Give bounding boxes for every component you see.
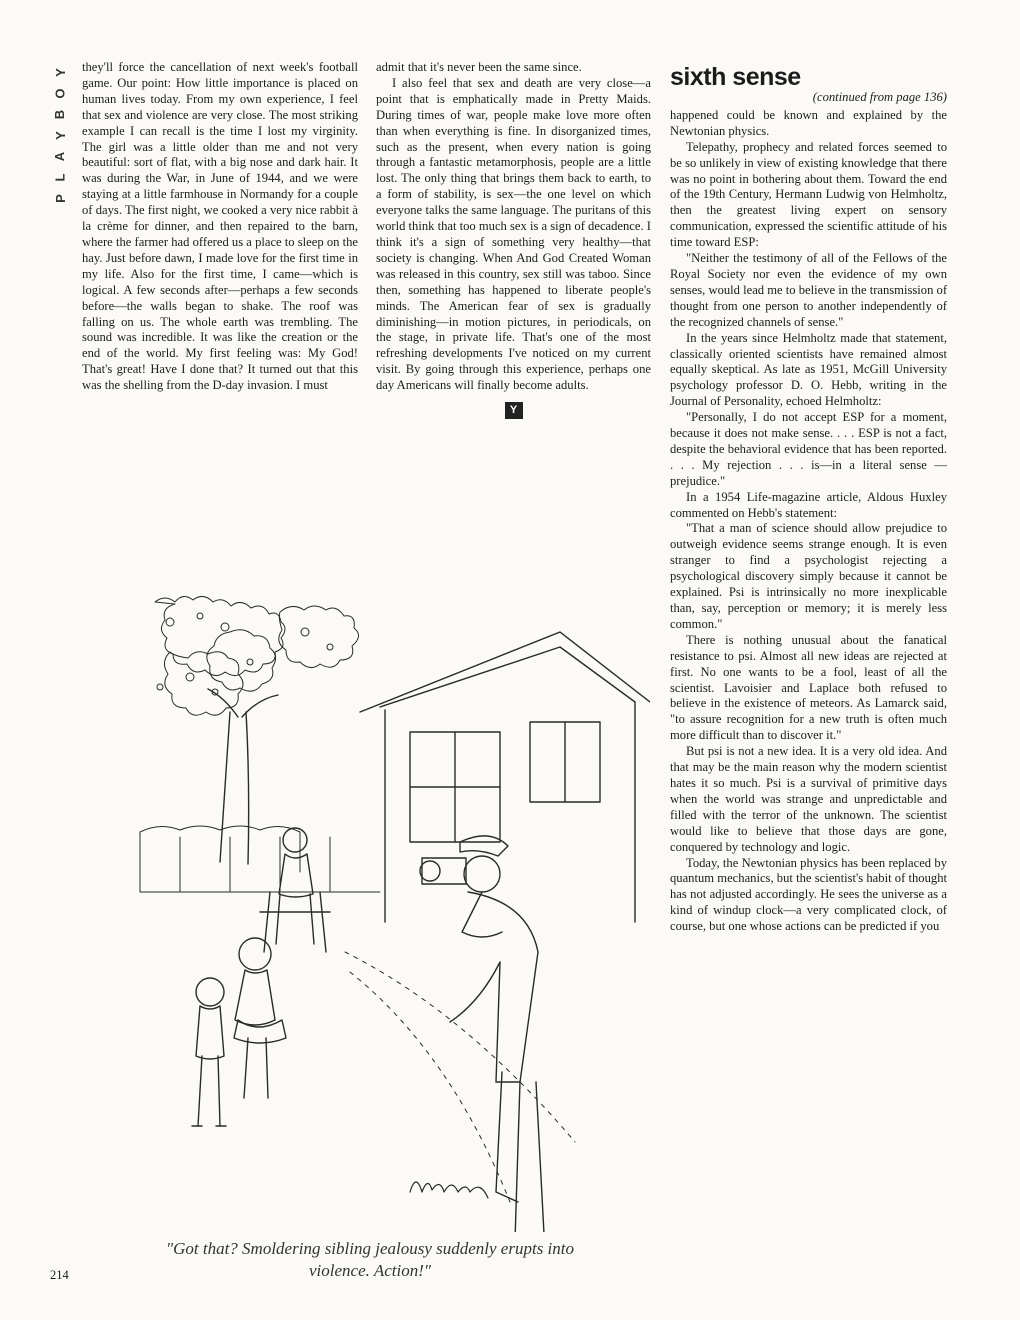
paragraph: Today, the Newtonian physics has been replaced by quantum mechanics, but the scientist's habit of thought has not adjusted accordingly. He sees the universe as a kind of windup clock—a very complicated clock, of course, but one whose actions can be predicted if you <box>670 855 947 934</box>
title-letter: P <box>52 194 68 203</box>
seated-woman <box>260 828 330 952</box>
article-column-1 <box>82 60 358 394</box>
title-letter: B <box>52 109 68 120</box>
house <box>360 632 650 922</box>
title-letter: O <box>52 88 68 99</box>
continued-note: (continued from page 136) <box>812 90 947 104</box>
paragraph: In a 1954 Life-magazine article, Aldous Huxley commented on Hebb's statement: <box>670 489 947 520</box>
paragraph: "Neither the testimony of all of the Fellows of the Royal Society nor even the evidence of my own senses, would lead me to believe in the transmission of thought from one person to another independently of the recognized channels of sense." <box>670 251 948 329</box>
article-column-3 <box>670 60 947 935</box>
garden-fence <box>140 826 380 892</box>
boy-figure <box>192 978 226 1126</box>
article-title: sixth sense <box>670 63 801 91</box>
tree-trunk <box>208 689 278 864</box>
paragraph: "That a man of science should allow prejudice to outweigh evidence seems strange enough. It is even stranger to find a psychologist rejecting a psychological discovery simply because it cannot be explained. Psi is intrinsically no more inexplicable than, say, perception or memory; it is merely less common." <box>670 521 947 631</box>
paragraph: In the years since Helmholtz made that statement, classically oriented scientists have remained almost equally skeptical. As late as 1951, McGill University psychology professor D. O. Hebb, writing in the Journal of Personality, echoed Helmholtz: <box>670 330 947 409</box>
paragraph: they'll force the cancellation of next week's football game. Our point: How little importance is placed on human lives today. From my own experience, I feel that sex and violence are very close. The most striking example I can recall is the time I lost my virginity. The girl was a little older than me and not very beautiful: sort of flat, with a big nose and dark hair. It was during the War, in June of 1944, and we were staying at a little farmhouse in Normandy for a couple of days. The first night, we cooked a very nice rabbit à la crème for dinner, and then repaired to the barn, where the farmer had offered us a place to sleep on the hay. Just before dawn, I made love for the first time in my life. Also for the first time, I came—which is logical. A few seconds after—perhaps a few seconds before—the walls began to shake. The roof was falling on us. The whole earth was trembling. The sound was incredible. It was like the creation or the end of the world. My first feeling was: My God! That's great! Have I done that? It turned out that this was the shelling from the D-day invasion. I must <box>82 60 358 393</box>
paragraph: admit that it's never been the same since. <box>376 60 582 74</box>
title-letter: Y <box>52 68 68 77</box>
article-column-2 <box>376 60 651 419</box>
paragraph: Telepathy, prophecy and related forces seemed to be so unlikely in view of existing knowledge that there was no point in bothering about them. Toward the end of the 19th Century, Hermann Ludwig von Helmholtz, then the greatest living expert on sensory communication, expressed the scientific attitude of his time toward ESP: <box>670 139 947 250</box>
paragraph: "Personally, I do not accept ESP for a moment, because it does not make sense. . . . ESP is not a fact, despite the behavioral evidence that has been reported. . . . My rejection . . . is—in a literal sense —prejudice." <box>670 410 947 488</box>
paragraph: happened could be known and explained by the Newtonian physics. <box>670 107 947 138</box>
title-letter: L <box>52 173 68 182</box>
girl-figure <box>234 938 286 1098</box>
tree-foliage <box>155 596 359 715</box>
title-letter: A <box>52 151 68 162</box>
cartoon-caption: "Got that? Smoldering sibling jealousy suddenly erupts into violence. Action!" <box>165 1239 575 1280</box>
artist-signature <box>410 1182 488 1198</box>
paragraph: There is nothing unusual about the fanatical resistance to psi. Almost all new ideas are rejected at first. No one wants to be a fool, least of all the scientist. Lavoisier and Laplace both refused to believe in the existence of meteors. As Lamarck said, "to assure recognition for a new truth is often much more difficult than to discover it." <box>670 632 947 743</box>
page-number: 214 <box>50 1268 69 1282</box>
magazine-vertical-title <box>50 62 70 209</box>
cartoon-illustration <box>130 592 650 1232</box>
paragraph: But psi is not a new idea. It is a very old idea. And that may be the main reason why the modern scientist hates it so much. Psi is a survival of primitive days when the world was strange and unpredictable and filled with the terror of the unknown. The scientist would like to believe that those days are gone, conquered by technology and logic. <box>670 744 947 854</box>
paragraph: I also feel that sex and death are very close—a point that is emphatically made in Pretty Maids. During times of war, people make love more often than when everything is fine. In disorganized times, such as the present, when every nation is going through a fantastic metamorphosis, people are a little lost. The only thing that brings them back to earth, to a form of stability, is sex—the one level on which everyone talks the same language. The puritans of this world think that too much sex is a sign of decadence. I think it's a sign of something very healthy—that society is changing. When And God Created Woman was released in this country, sex still was taboo. Since then, something has happened to liberate people's minds. The American fear of sex is gradually diminishing—in motion pictures, in periodicals, on the stage, in private life. That's one of the most refreshing developments I've noticed on my current visit. By going through this experience, perhaps one day Americans will finally become adults. <box>376 75 651 393</box>
title-letter: Y <box>52 131 68 140</box>
end-mark-icon: Y <box>505 402 523 419</box>
cameraman-figure <box>420 836 546 1232</box>
